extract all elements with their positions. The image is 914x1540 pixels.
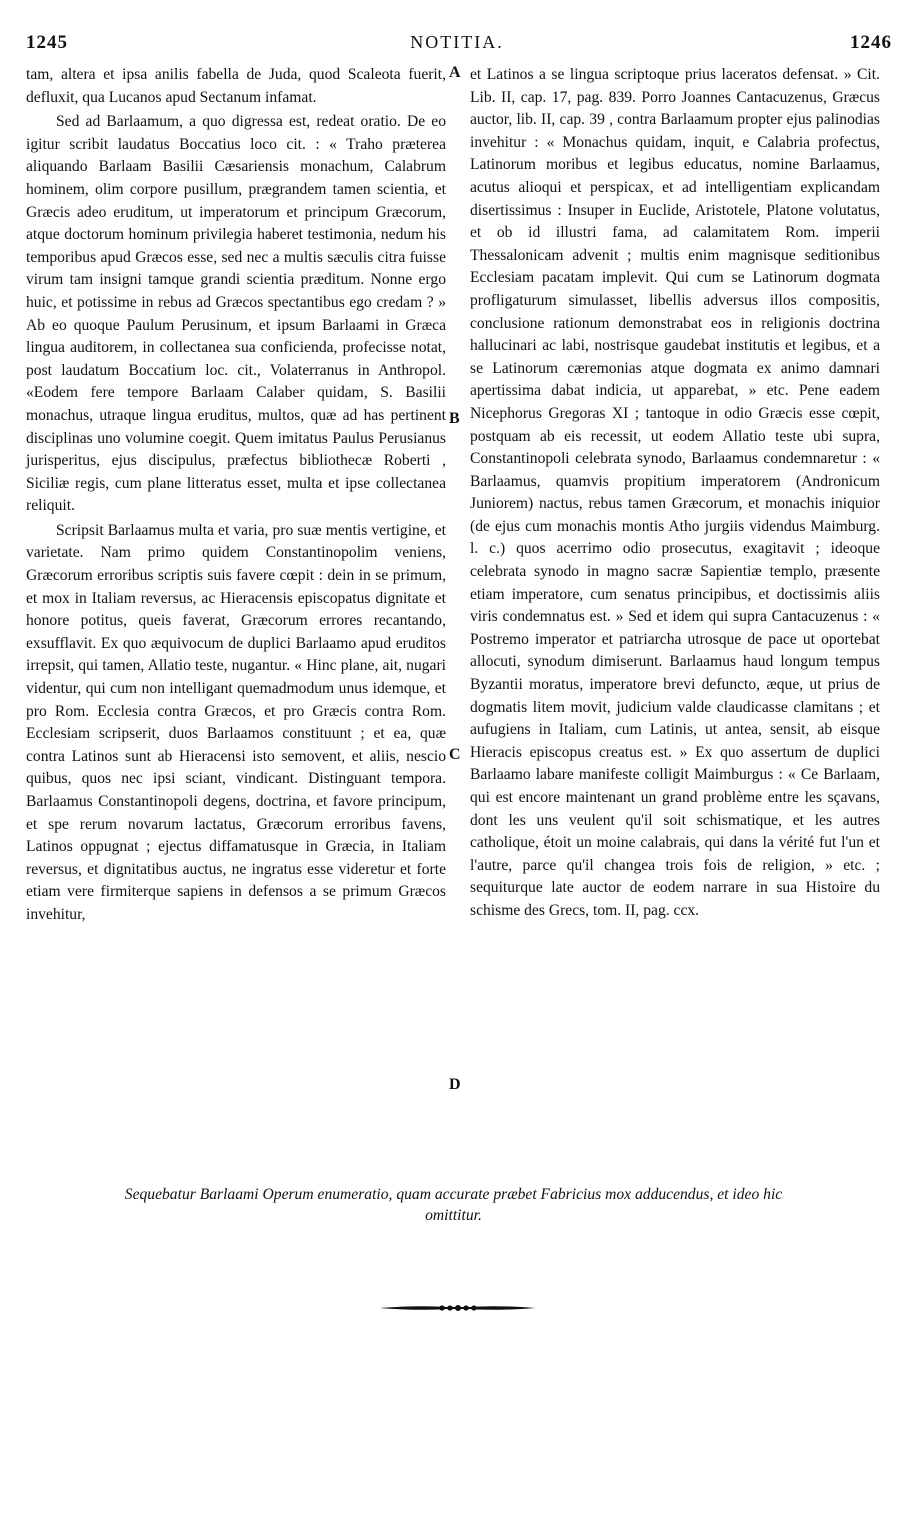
page-number-right: 1246 [850,32,892,53]
running-title: NOTITIA. [410,32,504,52]
left-paragraph-2: Sed ad Barlaamum, a quo digressa est, redeat oratio. De eo igitur scribit laudatus Boccatius loco cit. : « Traho præterea aliquando Barlaam Basilii Cæsariensis monachum, Calabrum hominem, olim corpore pusillum, prægrandem tamen scientia, et Græcis adeo eruditum, ut imperatorum et principum Græcorum, atque doctorum hominum privilegia haberet testimonia, nedum his temporibus apud Græcos esse, sed nec a multis sæculis citra fuisse virum tam insigni tamque grandi scientia præditum. Nonne ergo huic, et potissime in rebus ad Græcos spectantibus ego credam ? » Ab eo quoque Paulum Perusinum, et ipsum Barlaami in Græca lingua auditorem, in collectanea sua conficienda, profecisse notat, post laudatum Boccatium loc. cit., Volaterranus in Anthropol. «Eodem fere tempore Barlaam Calaber quidam, S. Basilii monachus, utraque lingua eruditus, multos, quæ ad has pertinent disciplinas uno volumine coegit. Quem imitatus Paulus Perusianus jurisperitus, ejus discipulus, præfectus bibliothecæ Roberti , Siciliæ regis, cum plane litteratus esset, multa et ipse collectanea reliquit. [26,113,446,515]
left-column [26,64,446,929]
footnote-line-2: omittitur. [425,1207,482,1224]
right-column [470,64,880,925]
right-paragraph-1: et Latinos a se lingua scriptoque prius laceratos defensat. » Cit. Lib. II, cap. 17, pag. 839. Porro Joannes Cantacuzenus, Græcus auctor, lib. II, cap. 39 , contra Barlaamum propter ejus palinodias invehitur : « Monachus quidam, inquit, e Calabria profectus, Latinorum moribus et legibus educatus, nomine Barlaamus, acutus alioqui et perspicax, et ad intelligentiam explicandam disertissimus : Insuper in Euclide, Aristotele, Platone volutatus, et ob id illustri fama, ad calamitatem Rom. imperii Thessalonicam advenit ; multis enim magnisque seditionibus Ecclesiam pacatam implevit. Qui cum se Latinorum dogmata profligaturum simulasset, libellis adversus illos compositis, conclusione rationum demonstrabat eos in religionis doctrina hallucinari ac labi, nostrisque gaudebat institutis et legibus, et a se Latinorum cæremonias atque dogmata ex animo damnari apertissima dabat indicia, ut apparebat, » etc. Pene eadem Nicephorus Gregoras XI ; tantoque in odio Græcis esse cœpit, postquam ab eis recessit, ut eodem Allatio teste ubi supra, Constantinopoli celebrata synodo, Barlaamus condemnaretur : « Barlaamus, quamvis propitium imperatorem (Andronicum Juniorem) nactus, rebus tamen Græcorum, et monachis iniquior (de ejus cum monachis montis Atho jurgiis videndus Maimburg. l. c.) quos acerrimo odio prosecutus, exagitavit ; ideoque celebrata synodo in magno sacræ Sapientiæ templo, præsente etiam imperatore, cum senatus principibus, et doctissimis aliis viris condemnatus est. » Sed et idem qui supra Cantacuzenus : « Postremo imperator et patriarcha utrosque de pace ut oportebat allocuti, synodum dimiserunt. Barlaamus haud longum tempus Byzantii moratus, imperatore brevi defuncto, æque, ut prius de dogmatis litem movit, judicium valde claudicasse clamitans ; et aufugiens in Italiam, cum Latinis, ut antea, sensit, ab eisque Hieracis episcopus creatus est. » Ex quo assertum de duplici Barlaamo labare manifeste colligit Maimburgus : « Ce Barlaam, qui est encore maintenant un grand problème entre les sçavans, dont les uns veulent qu'il soit schismatique, et les autres catholique, étoit un moine calabrais, qui dans la vérité fut l'un et l'autre, parce qu'il changea trois fois de religion, » etc. ; sequiturque late auctor de eodem narrare in sua Histoire du schisme des Grecs, tom. II, pag. ccx. [470,66,880,919]
left-paragraph-3: Scripsit Barlaamus multa et varia, pro suæ mentis vertigine, et varietate. Nam primo quidem Constantinopolim veniens, Græcorum erroribus scriptis suis favere cœpit : dein in se primum, et mox in Italiam reversus, ac Hieracensis episcopatus dignitate et honore potitus, queis faverat, Græcorum errores recantando, exsufflavit. Ex quo æquivocum de duplici Barlaamo apud eruditos irrepsit, qui tamen, Allatio teste, nugantur. « Hinc plane, ait, nugari videntur, qui cum non intelligant quemadmodum unus idemque, et pro Rom. Ecclesia contra Græcos, et pro Græcis contra Rom. Ecclesiam scripserit, duos Barlaamos constituunt ; et ea, quæ contra Latinos sunt ab Hieracensi isto semovent, et aliis, nescio quibus, quos nec ipsi sciant, vindicant. Distinguant tempora. Barlaamus Constantinopoli degens, doctrina, et favore principum, et spe rerum novarum lactatus, Græcorum erroribus favens, Latinos oppugnat ; ejectus diffamatusque in Græcia, in Italiam reversus, et dignitatibus auctus, ne ingratus esse videretur et forte etiam vere firmiterque sapiens in defensos a se primum Græcos invehitur, [26,521,446,923]
ornament-divider [378,1302,538,1314]
page-number-left: 1245 [26,32,68,53]
left-paragraph-1: tam, altera et ipsa anilis fabella de Juda, quod Scaleota fuerit, defluxit, qua Lucanos apud Sectanum infamat. [26,66,446,106]
margin-marker-c: C [449,746,461,763]
footnote [26,1184,881,1226]
margin-marker-b: B [449,410,460,427]
margin-marker-d: D [449,1076,461,1093]
footnote-line-1: Sequebatur Barlaami Operum enumeratio, quam accurate præbet Fabricius mox adducendus, et ideo hic [124,1186,783,1203]
margin-marker-a: A [449,64,461,81]
